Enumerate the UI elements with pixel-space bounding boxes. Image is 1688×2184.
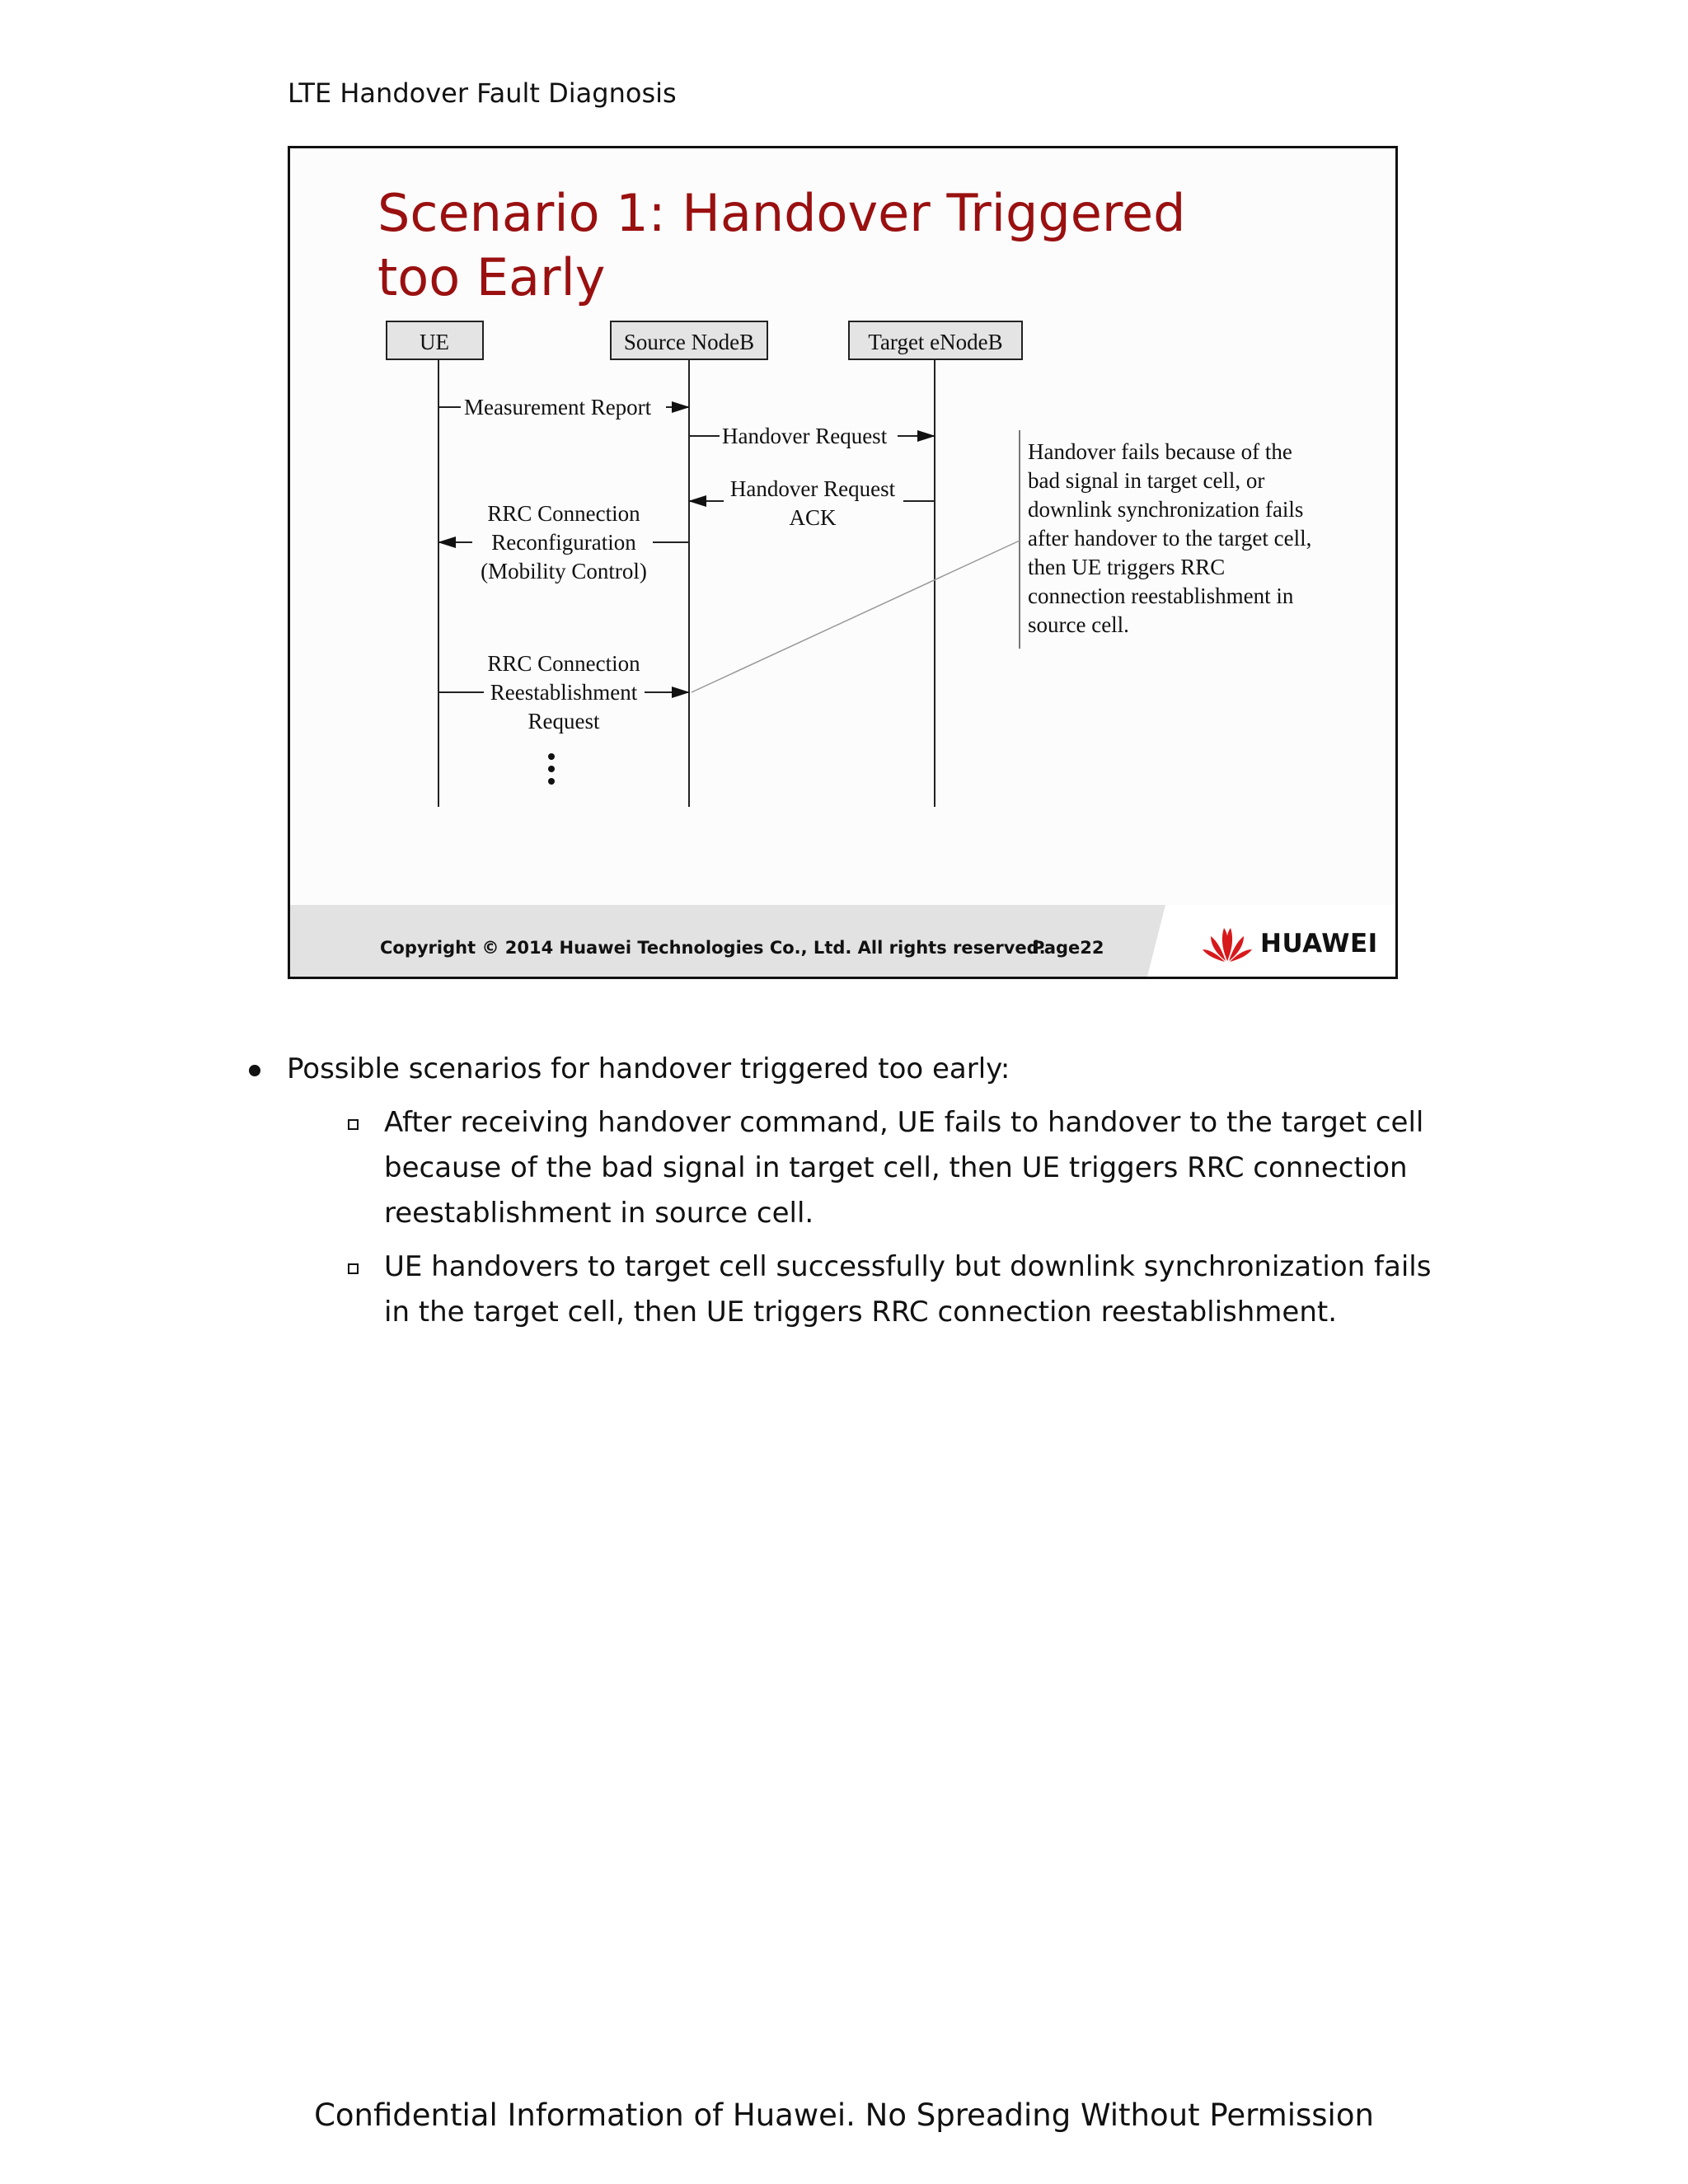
note-line-2: bad signal in target cell, or [1028, 468, 1265, 493]
square-bullet-icon [348, 1263, 359, 1274]
note-line-4: after handover to the target cell, [1028, 526, 1312, 551]
note-line-3: downlink synchronization fails [1028, 497, 1304, 522]
bullet-intro-text: Possible scenarios for handover triggered too early: [287, 1052, 1010, 1085]
huawei-flower-icon [1201, 925, 1254, 963]
ellipsis-dot-2 [548, 766, 555, 772]
ue-label: UE [420, 330, 449, 354]
note-line-1: Handover fails because of the [1028, 439, 1292, 464]
source-nodeb-label: Source NodeB [623, 330, 755, 354]
sub-bullet-2 [247, 1244, 1451, 1335]
slide-copyright: Copyright © 2014 Huawei Technologies Co., Ltd. All rights reserved. [380, 938, 1046, 958]
target-enodeb-label: Target eNodeB [868, 330, 1003, 354]
sequence-diagram [290, 148, 1395, 905]
rrc-reconfig-label-3: (Mobility Control) [481, 559, 647, 583]
note-line-5: then UE triggers RRC [1028, 555, 1226, 579]
sub-bullet-1 [247, 1100, 1451, 1236]
slide [288, 146, 1398, 979]
measurement-report-label: Measurement Report [464, 395, 652, 419]
ellipsis-dot-1 [548, 753, 555, 760]
slide-title: Scenario 1: Handover Triggered too Early [377, 183, 1186, 307]
note-connector [692, 541, 1020, 692]
rrc-reest-label-1: RRC Connection [487, 651, 640, 676]
huawei-logo-text: HUAWEI [1260, 929, 1378, 958]
rrc-reconfig-label-1: RRC Connection [487, 501, 640, 526]
document-header: LTE Handover Fault Diagnosis [288, 77, 677, 109]
handover-ack-label-2: ACK [789, 505, 837, 530]
rrc-reconfig-label-2: Reconfiguration [491, 530, 636, 555]
ellipsis-dot-3 [548, 778, 555, 785]
note-line-6: connection reestablishment in [1028, 583, 1294, 608]
bullet-intro [247, 1047, 1451, 1092]
sub-bullet-1-text: After receiving handover command, UE fails to handover to the target cell because of the bad signal in target cell, then UE triggers RRC connection reestablishment in source cell. [384, 1106, 1424, 1230]
square-bullet-icon [348, 1119, 359, 1130]
bullet-dot-icon [249, 1065, 260, 1076]
handover-request-label: Handover Request [722, 424, 888, 448]
handover-ack-label-1: Handover Request [729, 476, 896, 501]
rrc-reest-label-2: Reestablishment [490, 680, 638, 705]
body-text [247, 1047, 1451, 1335]
sub-bullet-2-text: UE handovers to target cell successfully but downlink synchronization fails in the target cell, then UE triggers RRC connection reestablishment. [384, 1250, 1432, 1329]
slide-page-number: Page22 [1032, 938, 1104, 958]
note-line-7: source cell. [1028, 612, 1129, 637]
huawei-logo [1201, 925, 1378, 963]
confidential-footer: Confidential Information of Huawei. No Spreading Without Permission [314, 2097, 1374, 2133]
rrc-reest-label-3: Request [528, 709, 600, 733]
